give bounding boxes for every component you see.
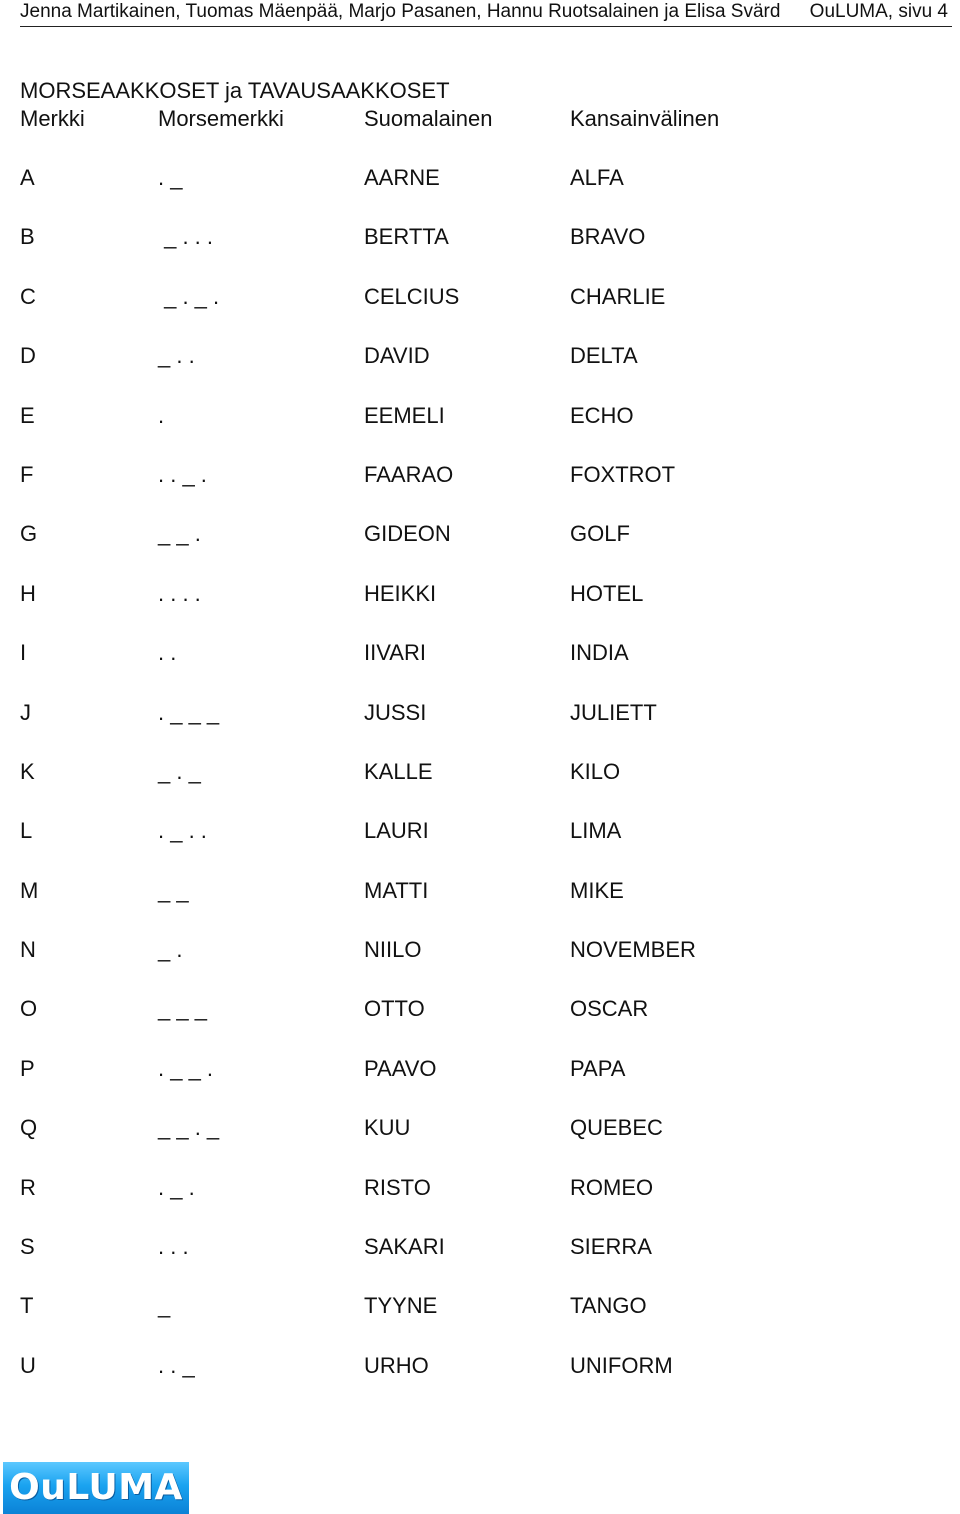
letter-cell: I xyxy=(20,640,27,666)
international-word-cell: KILO xyxy=(570,758,621,784)
finnish-word-cell: OTTO xyxy=(364,996,425,1022)
letter-cell: C xyxy=(20,283,36,309)
letter-cell: P xyxy=(20,1055,35,1081)
morse-cell: _ . xyxy=(158,937,183,963)
letter-cell: H xyxy=(20,580,36,606)
morse-cell: _ . . . xyxy=(158,224,214,250)
international-word-cell: MIKE xyxy=(570,877,624,903)
letter-cell: R xyxy=(20,1174,36,1200)
letter-cell: A xyxy=(20,165,35,190)
international-word-cell: UNIFORM xyxy=(570,1352,673,1378)
finnish-word-cell: SAKARI xyxy=(364,1234,445,1260)
finnish-word-cell: NIILO xyxy=(364,937,422,963)
finnish-word-cell: GIDEON xyxy=(364,521,451,547)
letter-cell: B xyxy=(20,224,35,250)
letter-cell: O xyxy=(20,996,38,1022)
morse-cell: . xyxy=(158,402,165,428)
international-word-cell: PAPA xyxy=(570,1055,626,1081)
header-authors: Jenna Martikainen, Tuomas Mäenpää, Marjo Pasanen, Hannu Ruotsalainen ja Elisa Svärd xyxy=(20,1,781,22)
letter-cell: G xyxy=(20,521,38,547)
international-word-cell: ROMEO xyxy=(570,1174,654,1200)
morse-cell: . _ _ _ xyxy=(158,699,220,725)
international-word-cell: LIMA xyxy=(570,818,622,844)
international-word-cell: DELTA xyxy=(570,343,638,369)
morse-cell: _ . _ . xyxy=(158,283,220,309)
letter-cell: T xyxy=(20,1293,34,1319)
letter-cell: Q xyxy=(20,1115,38,1141)
document-title: MORSEAAKKOSET ja TAVAUSAAKKOSET xyxy=(20,78,450,103)
finnish-word-cell: LAURI xyxy=(364,818,429,844)
finnish-word-cell: IIVARI xyxy=(364,640,426,666)
table-header-row xyxy=(20,104,920,134)
letter-cell: J xyxy=(20,699,31,725)
letter-cell: L xyxy=(20,818,33,844)
column-header-suomalainen: Suomalainen xyxy=(364,106,493,131)
international-word-cell: BRAVO xyxy=(570,224,646,250)
finnish-word-cell: FAARAO xyxy=(364,461,454,487)
finnish-word-cell: HEIKKI xyxy=(364,580,437,606)
column-header-kansainvalinen: Kansainvälinen xyxy=(570,106,720,131)
letter-cell: E xyxy=(20,402,35,428)
morse-cell: _ _ . xyxy=(158,521,201,547)
ouluma-logo: OuLUMA xyxy=(3,1462,189,1514)
morse-cell: . _ . . xyxy=(158,818,207,844)
morse-cell: . _ _ . xyxy=(158,1055,214,1081)
letter-cell: U xyxy=(20,1352,36,1378)
finnish-word-cell: CELCIUS xyxy=(364,283,460,309)
column-header-morsemerkki: Morsemerkki xyxy=(158,106,284,131)
finnish-word-cell: KUU xyxy=(364,1115,411,1141)
international-word-cell: ALFA xyxy=(570,165,624,190)
international-word-cell: CHARLIE xyxy=(570,283,666,309)
letter-cell: F xyxy=(20,461,34,487)
morse-cell: _ xyxy=(158,1293,171,1319)
morse-cell: _ _ xyxy=(158,877,189,903)
letter-cell: S xyxy=(20,1234,35,1260)
international-word-cell: HOTEL xyxy=(570,580,644,606)
finnish-word-cell: URHO xyxy=(364,1352,429,1378)
morse-cell: . . . xyxy=(158,1234,189,1260)
running-header xyxy=(20,0,952,27)
letter-cell: K xyxy=(20,758,35,784)
morse-cell: . _ . xyxy=(158,1174,195,1200)
letter-cell: D xyxy=(20,343,36,369)
international-word-cell: ECHO xyxy=(570,402,634,428)
column-header-merkki: Merkki xyxy=(20,106,85,131)
international-word-cell: OSCAR xyxy=(570,996,649,1022)
letter-cell: M xyxy=(20,877,39,903)
morse-cell: . . _ . xyxy=(158,461,207,487)
header-page-info: OuLUMA, sivu 4 xyxy=(809,1,948,22)
morse-cell: _ _ _ xyxy=(158,996,207,1022)
finnish-word-cell: PAAVO xyxy=(364,1055,437,1081)
finnish-word-cell: MATTI xyxy=(364,877,429,903)
international-word-cell: JULIETT xyxy=(570,699,657,725)
international-word-cell: GOLF xyxy=(570,521,630,547)
international-word-cell: TANGO xyxy=(570,1293,647,1319)
international-word-cell: INDIA xyxy=(570,640,629,666)
letter-cell: N xyxy=(20,937,36,963)
morse-cell: _ . _ xyxy=(158,758,201,784)
finnish-word-cell: TYYNE xyxy=(364,1293,438,1319)
international-word-cell: QUEBEC xyxy=(570,1115,663,1141)
international-word-cell: SIERRA xyxy=(570,1234,652,1260)
finnish-word-cell: JUSSI xyxy=(364,699,427,725)
morse-table xyxy=(20,104,920,1378)
finnish-word-cell: KALLE xyxy=(364,758,433,784)
morse-cell: _ _ . _ xyxy=(158,1115,220,1141)
morse-cell: . . . . xyxy=(158,580,201,606)
morse-cell: . . _ xyxy=(158,1352,195,1378)
morse-cell: . _ xyxy=(158,165,183,190)
finnish-word-cell: DAVID xyxy=(364,343,430,369)
finnish-word-cell: RISTO xyxy=(364,1174,431,1200)
finnish-word-cell: BERTTA xyxy=(364,224,449,250)
morse-cell: _ . . xyxy=(158,343,195,369)
finnish-word-cell: EEMELI xyxy=(364,402,445,428)
international-word-cell: FOXTROT xyxy=(570,461,676,487)
finnish-word-cell: AARNE xyxy=(364,165,440,190)
international-word-cell: NOVEMBER xyxy=(570,937,696,963)
morse-cell: . . xyxy=(158,640,177,666)
